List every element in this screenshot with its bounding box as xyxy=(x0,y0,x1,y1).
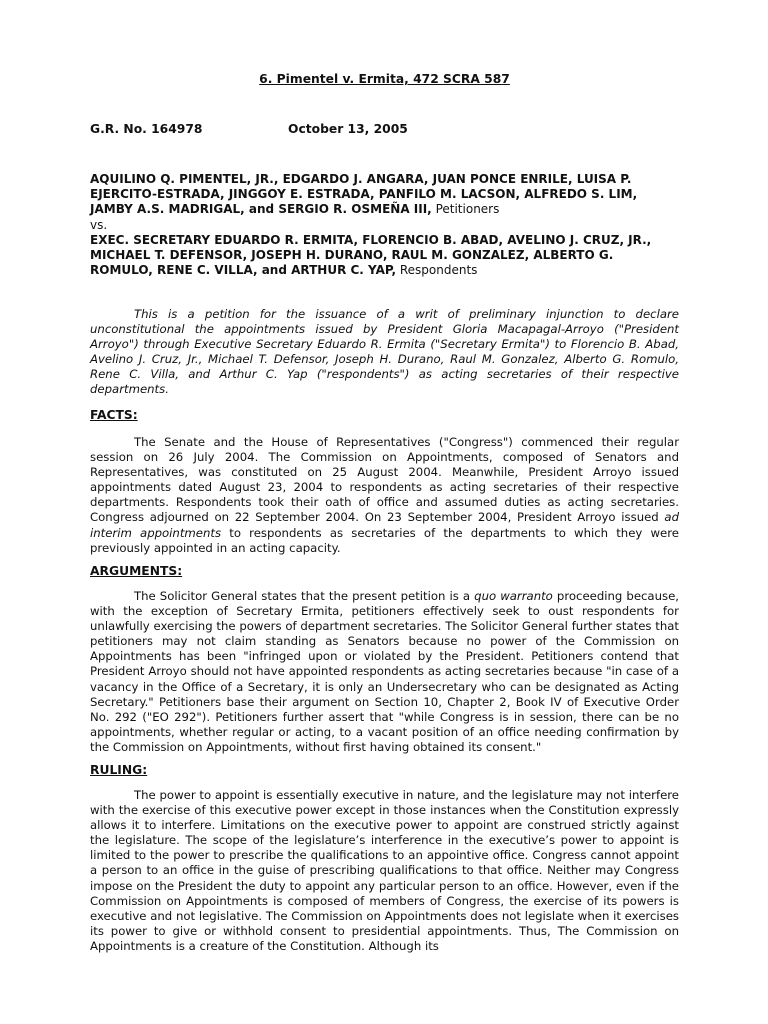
arguments-heading: ARGUMENTS: xyxy=(90,564,183,578)
petitioners xyxy=(90,172,679,218)
ruling-heading: RULING: xyxy=(90,763,148,777)
decision-date: October 13, 2005 xyxy=(288,122,408,136)
petitioners-names: AQUILINO Q. PIMENTEL, JR., EDGARDO J. ANGARA, JUAN PONCE ENRILE, LUISA P. EJERCITO-ESTRADA, JINGGOY E. ESTRADA, PANFILO M. LACSON, ALFREDO S. LIM, JAMBY A.S. MADRIGAL, and SERGIO R. OSMEÑA III, xyxy=(90,172,638,217)
intro-paragraph: This is a petition for the issuance of a writ of preliminary injunction to declare unconstitutional the appointments issued by President Gloria Macapagal-Arroyo ("President Arroyo") through Executive Secretary Eduardo R. Ermita ("Secretary Ermita") to Florencio B. Abad, Avelino J. Cruz, Jr., Michael T. Defensor, Joseph H. Durano, Raul M. Gonzalez, Alberto G. Romulo, Rene C. Villa, and Arthur C. Yap ("respondents") as acting secretaries of their respective departments. xyxy=(90,307,679,397)
petitioners-label: Petitioners xyxy=(435,202,500,217)
ruling-paragraph: The power to appoint is essentially executive in nature, and the legislature may not interfere with the exercise of this executive power except in those instances when the Constitution expressly allows it to interfere. Limitations on the executive power to appoint are construed strictly against the legislature. The scope of the legislature’s interference in the executive’s power to appoint is limited to the power to prescribe the qualifications to an appointive office. Congress cannot appoint a person to an office in the guise of prescribing qualifications to that office. Neither may Congress impose on the President the duty to appoint any particular person to an office. However, even if the Commission on Appointments is composed of members of Congress, the exercise of its powers is executive and not legislative. The Commission on Appointments does not legislate when it exercises its power to give or withhold consent to presidential appointments. Thus, The Commission on Appointments is a creature of the Constitution. Although its xyxy=(90,788,679,953)
case-number-line xyxy=(90,122,408,136)
versus: vs. xyxy=(90,217,108,232)
facts-heading: FACTS: xyxy=(90,408,138,422)
respondents-names: EXEC. SECRETARY EDUARDO R. ERMITA, FLORENCIO B. ABAD, AVELINO J. CRUZ, JR., MICHAEL T. DEFENSOR, JOSEPH H. DURANO, RAUL M. GONZALEZ, ALBERTO G. ROMULO, RENE C. VILLA, and ARTHUR C. YAP, xyxy=(90,232,652,278)
respondents xyxy=(90,233,679,279)
parties-block xyxy=(90,172,679,278)
case-title: 6. Pimentel v. Ermita, 472 SCRA 587 xyxy=(259,72,510,86)
facts-paragraph: The Senate and the House of Representatives ("Congress") commenced their regular session on 26 July 2004. The Commission on Appointments, composed of Senators and Representatives, was constituted on 25 August 2004. Meanwhile, President Arroyo issued appointments dated August 23, 2004 to respondents as acting secretaries of their respective departments. Respondents took their oath of office and assumed duties as acting secretaries. Congress adjourned on 22 September 2004. On 23 September 2004, President Arroyo issued ad interim appointments to respondents as secretaries of the departments to which they were previously appointed in an acting capacity. xyxy=(90,435,679,555)
respondents-label: Respondents xyxy=(399,263,478,278)
gr-number: G.R. No. 164978 xyxy=(90,122,203,136)
arguments-paragraph: The Solicitor General states that the present petition is a quo warranto proceeding because, with the exception of Secretary Ermita, petitioners effectively seek to oust respondents for unlawfully exercising the powers of department secretaries. The Solicitor General further states that petitioners may not claim standing as Senators because no power of the Commission on Appointments has been "infringed upon or violated by the President. Petitioners contend that President Arroyo should not have appointed respondents as acting secretaries because "in case of a vacancy in the Office of a Secretary, it is only an Undersecretary who can be designated as Acting Secretary." Petitioners base their argument on Section 10, Chapter 2, Book IV of Executive Order No. 292 ("EO 292"). Petitioners further assert that "while Congress is in session, there can be no appointments, whether regular or acting, to a vacant position of an office needing confirmation by the Commission on Appointments, without first having obtained its consent." xyxy=(90,589,680,754)
